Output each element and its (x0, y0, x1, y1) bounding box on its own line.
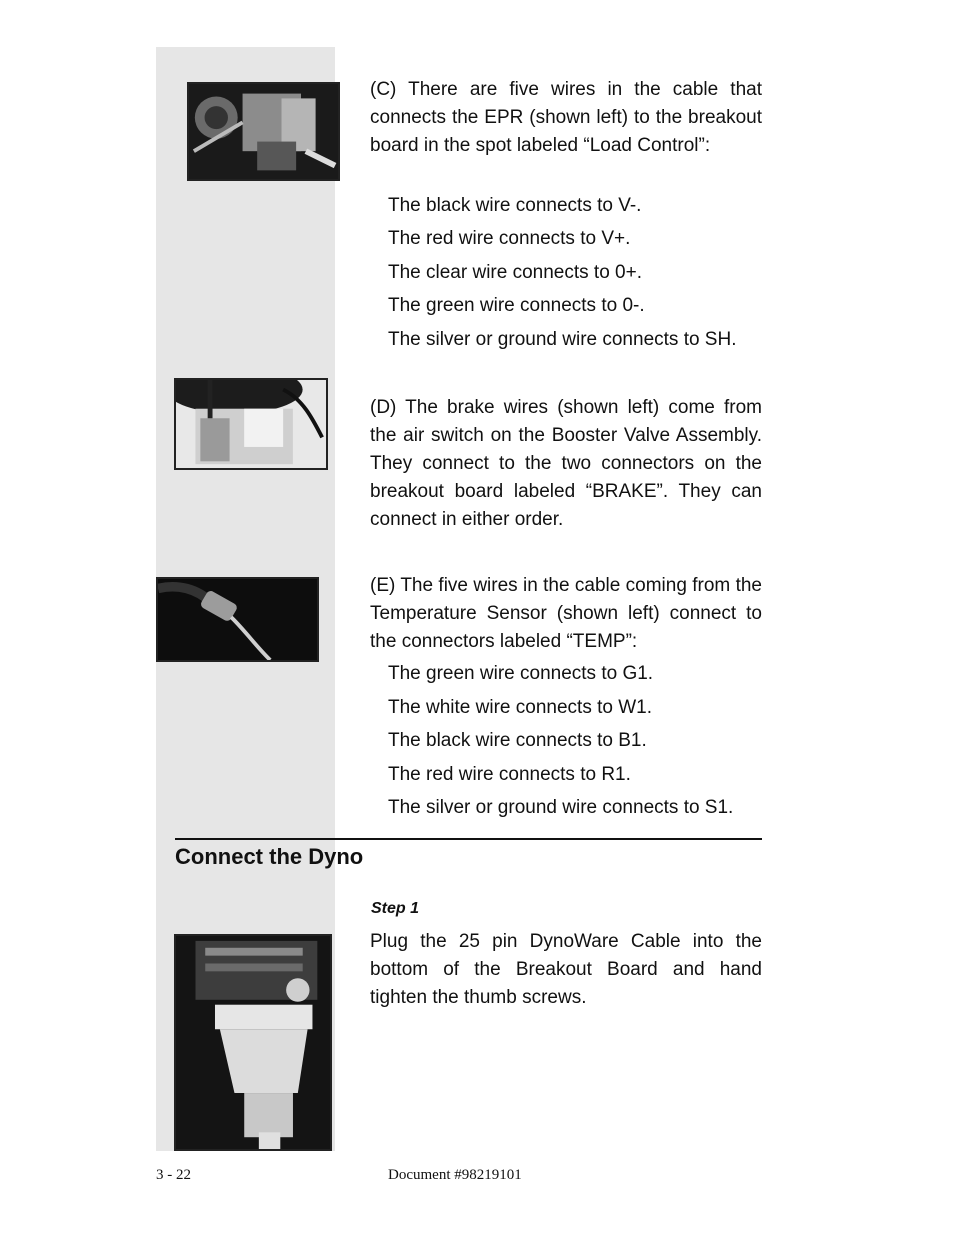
epr-photo (187, 82, 340, 181)
brake-wires-photo (174, 378, 328, 470)
section-d-text: (D) The brake wires (shown left) come from the air switch on the Booster Valve Assembly. They connect to the two connectors on the breakout board labeled “BRAKE”. They can connect in either order. (370, 397, 762, 530)
section-c-wire-1: The black wire connects to V-. (388, 195, 642, 216)
section-c-wire-5: The silver or ground wire connects to SH. (388, 329, 737, 350)
section-c-wire-3: The clear wire connects to 0+. (388, 262, 642, 283)
section-c-wire-4: The green wire connects to 0-. (388, 295, 645, 316)
temperature-sensor-photo (156, 577, 319, 662)
dynoware-cable-photo (174, 934, 332, 1151)
section-c-wire-2: The red wire connects to V+. (388, 228, 631, 249)
section-e-wire-2: The white wire connects to W1. (388, 697, 652, 718)
page-number: 3 - 22 (156, 1167, 191, 1183)
section-e-wire-5: The silver or ground wire connects to S1. (388, 797, 734, 818)
section-e-wire-1: The green wire connects to G1. (388, 663, 654, 684)
document-number: Document #98219101 (388, 1167, 522, 1183)
section-e-wire-4: The red wire connects to R1. (388, 764, 631, 785)
section-e-intro: (E) The five wires in the cable coming from the Temperature Sensor (shown left) connect to the connectors labeled “TEMP”: (370, 575, 762, 652)
step-1-text: Plug the 25 pin DynoWare Cable into the bottom of the Breakout Board and hand tighten the thumb screws. (370, 931, 762, 1008)
section-divider (175, 838, 762, 840)
section-title: Connect the Dyno (175, 844, 364, 869)
step-label: Step 1 (371, 900, 420, 917)
section-e-wire-3: The black wire connects to B1. (388, 730, 647, 751)
section-c-intro: (C) There are five wires in the cable that connects the EPR (shown left) to the breakout board in the spot labeled “Load Control”: (370, 79, 762, 156)
